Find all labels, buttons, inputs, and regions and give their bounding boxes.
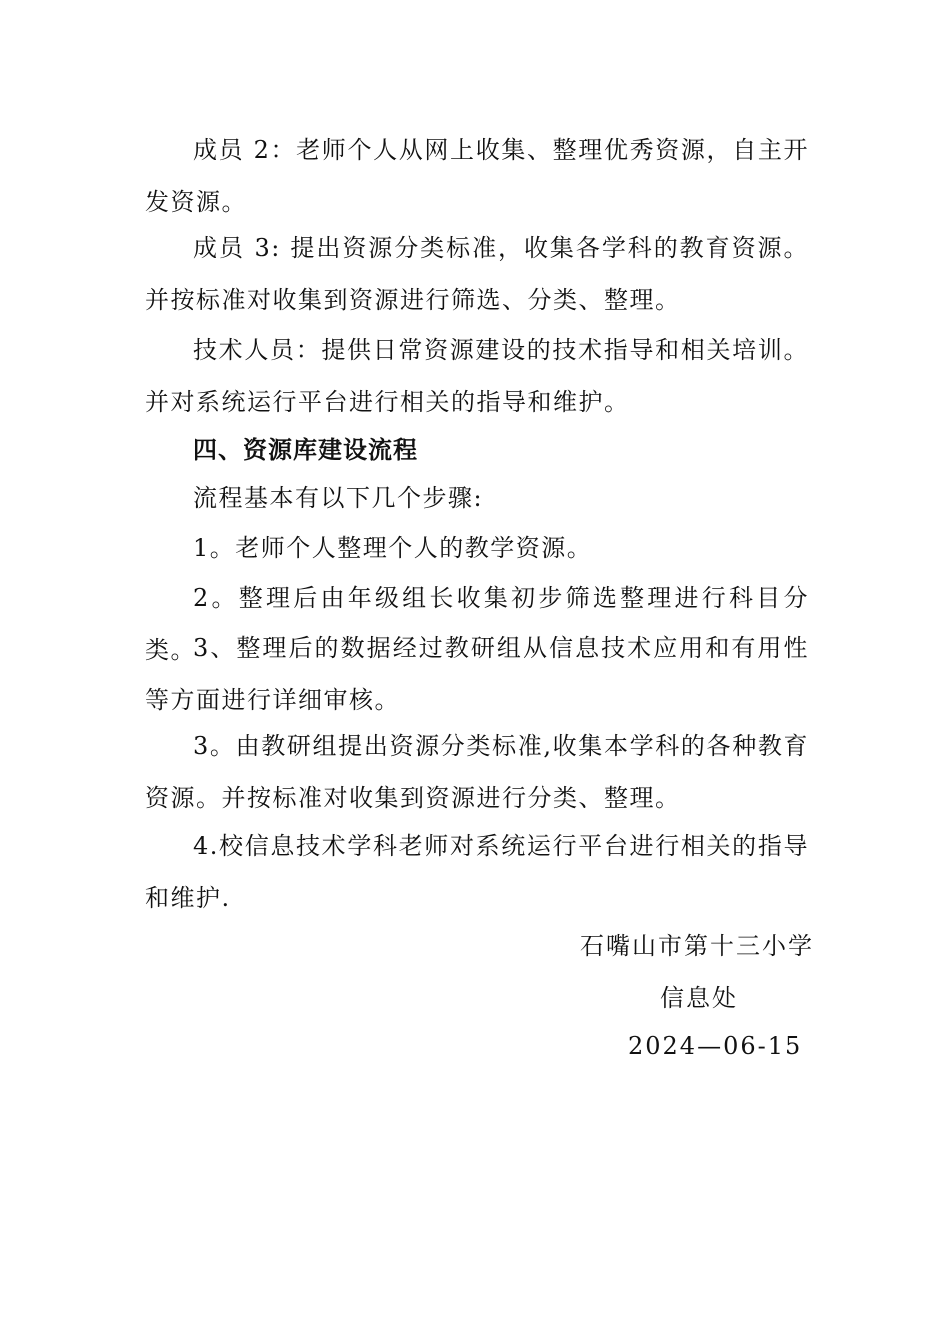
signature-school: 石嘴山市第十三小学 (580, 932, 814, 960)
step-4: 4.校信息技术学科老师对系统运行平台进行相关的指导和维护. (145, 832, 809, 912)
paragraph-member-2: 成员 2：老师个人从网上收集、整理优秀资源，自主开发资源。 (145, 136, 809, 216)
signature-date: 2024—06-15 (628, 1032, 803, 1060)
section-heading: 四、资源库建设流程 (193, 435, 418, 464)
signature-office: 信息处 (660, 984, 738, 1012)
paragraph-technical-staff: 技术人员：提供日常资源建设的技术指导和相关培训。并对系统运行平台进行相关的指导和维护。 (145, 336, 809, 416)
step-2: 2。整理后由年级组长收集初步筛选整理进行科目分类。 (145, 584, 809, 664)
step-3-classify: 3。由教研组提出资源分类标准,收集本学科的各种教育资源。并按标准对收集到资源进行分类、整理。 (145, 732, 809, 812)
paragraph-steps-intro: 流程基本有以下几个步骤: (193, 484, 484, 512)
step-1: 1。老师个人整理个人的教学资源。 (193, 534, 593, 562)
step-3-review: 3、整理后的数据经过教研组从信息技术应用和有用性等方面进行详细审核。 (145, 634, 809, 714)
paragraph-member-3: 成员 3: 提出资源分类标准，收集各学科的教育资源。并按标准对收集到资源进行筛选、分类、整理。 (145, 234, 809, 314)
